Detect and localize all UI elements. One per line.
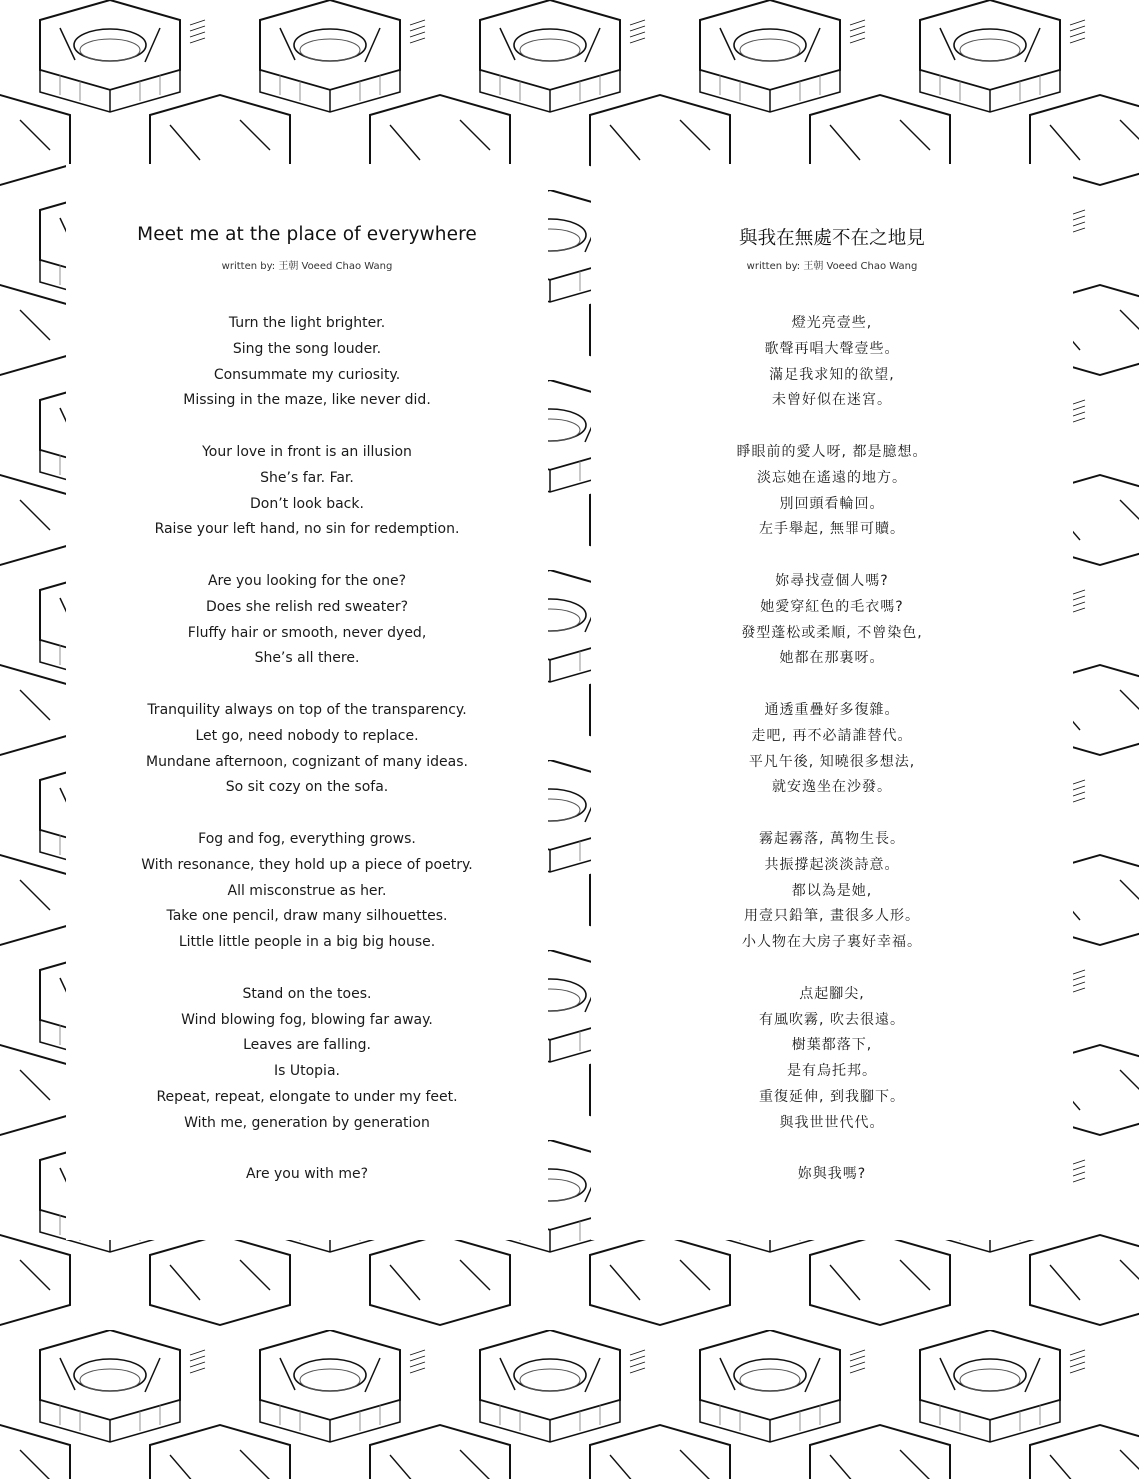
- poem-line: Tranquility always on top of the transparency.: [147, 701, 467, 718]
- poem-byline: written by: 王朝 Voeed Chao Wang: [221, 261, 393, 272]
- poem-line: 平凡午後, 知曉很多想法,: [748, 753, 916, 770]
- poem-body: [591, 311, 1073, 1214]
- poem-title: Meet me at the place of everywhere: [137, 224, 477, 245]
- poem-line: Take one pencil, draw many silhouettes.: [166, 908, 448, 925]
- poem-line: 妳尋找壹個人嗎?: [775, 572, 889, 589]
- poem-line: With resonance, they hold up a piece of poetry.: [141, 856, 473, 873]
- poem-line: Stand on the toes.: [242, 985, 372, 1002]
- stanza: [591, 569, 1073, 672]
- poem-line: 左手舉起, 無罪可贖。: [759, 521, 905, 538]
- poem-line: 燈光亮壹些,: [791, 315, 873, 331]
- poem-line: So sit cozy on the sofa.: [225, 779, 389, 796]
- stanza: [66, 982, 548, 1137]
- poem-line: 都以為是她,: [791, 882, 873, 899]
- poem-line: 滿足我求知的欲望,: [769, 366, 895, 383]
- stanza: [66, 698, 548, 801]
- poem-line: 她都在那裏呀。: [779, 650, 885, 667]
- stanza: [591, 698, 1073, 801]
- poem-line: 就安逸坐在沙發。: [772, 779, 892, 796]
- poem-line: 走吧, 再不必請誰替代。: [751, 727, 913, 744]
- poem-line: Raise your left hand, no sin for redemption.: [154, 521, 460, 538]
- stanza: [591, 311, 1073, 414]
- stanza: [66, 440, 548, 543]
- poem-line: Wind blowing fog, blowing far away.: [181, 1011, 433, 1028]
- poem-line: 是有烏托邦。: [787, 1063, 877, 1080]
- stanza: [66, 1162, 548, 1188]
- poem-line: Fluffy hair or smooth, never dyed,: [187, 624, 427, 641]
- poem-line: 歌聲再唱大聲壹些。: [764, 340, 900, 357]
- poem-line: Fog and fog, everything grows.: [198, 830, 416, 847]
- poem-line: Your love in front is an illusion: [202, 443, 412, 460]
- poem-line: Are you with me?: [245, 1166, 369, 1183]
- poem-line: 與我世世代代。: [779, 1114, 885, 1131]
- poem-line: Little little people in a big big house.: [178, 934, 436, 951]
- poem-line: Is Utopia.: [274, 1063, 340, 1080]
- poem-line: 小人物在大房子裏好幸福。: [742, 934, 922, 951]
- poem-line: With me, generation by generation: [184, 1114, 430, 1131]
- stanza: [66, 569, 548, 672]
- poem-line: Turn the light brighter.: [228, 315, 386, 331]
- poem-line: 別回頭看輪回。: [779, 495, 885, 512]
- poem-line: Leaves are falling.: [243, 1037, 371, 1054]
- poem-line: 共振撐起淡淡詩意。: [764, 856, 900, 873]
- english-poem-panel: [66, 164, 548, 1240]
- poem-line: Does she relish red sweater?: [205, 598, 408, 615]
- poem-line: Sing the song louder.: [232, 340, 382, 357]
- poem-line: 霧起霧落, 萬物生長。: [759, 830, 905, 847]
- poem-line: Mundane afternoon, cognizant of many ideas.: [145, 753, 468, 770]
- poem-line: 重復延伸, 到我腳下。: [759, 1088, 905, 1105]
- poem-line: Don’t look back.: [250, 495, 364, 512]
- stanza: [591, 982, 1073, 1137]
- stanza: [66, 311, 548, 414]
- poem-line: Are you looking for the one?: [207, 572, 407, 589]
- poem-line: 發型蓬松或柔順, 不曾染色,: [741, 624, 923, 641]
- poem-line: All misconstrue as her.: [227, 882, 387, 899]
- poem-line: 用壹只鉛筆, 畫很多人形。: [744, 908, 920, 925]
- poem-line: Repeat, repeat, elongate to under my feet.: [156, 1088, 458, 1105]
- poem-line: 睜眼前的愛人呀, 都是臆想。: [736, 443, 928, 460]
- poem-line: 点起腳尖,: [799, 985, 865, 1002]
- poem-line: 未曾好似在迷宮。: [772, 392, 892, 409]
- poem-byline: written by: 王朝 Voeed Chao Wang: [746, 261, 918, 272]
- poem-line: She’s all there.: [254, 650, 360, 667]
- stanza: [66, 827, 548, 956]
- poem-line: 有風吹霧, 吹去很遠。: [759, 1011, 905, 1028]
- poem-line: 淡忘她在遙遠的地方。: [757, 469, 907, 486]
- poem-line: 她愛穿紅色的毛衣嗎?: [760, 598, 904, 615]
- poem-line: 妳與我嗎?: [797, 1166, 867, 1183]
- poem-line: She’s far. Far.: [260, 469, 354, 486]
- poem-line: 通透重疊好多復雜。: [764, 701, 900, 718]
- poem-body: [66, 311, 548, 1214]
- poem-line: Missing in the maze, like never did.: [183, 392, 431, 409]
- poem-line: 樹葉都落下,: [791, 1037, 873, 1054]
- chinese-poem-panel: [591, 164, 1073, 1240]
- stanza: [591, 440, 1073, 543]
- stanza: [591, 1162, 1073, 1188]
- stanza: [591, 827, 1073, 956]
- poem-title: 與我在無處不在之地見: [738, 228, 925, 249]
- poem-line: Let go, need nobody to replace.: [195, 727, 419, 744]
- poem-line: Consummate my curiosity.: [213, 366, 401, 383]
